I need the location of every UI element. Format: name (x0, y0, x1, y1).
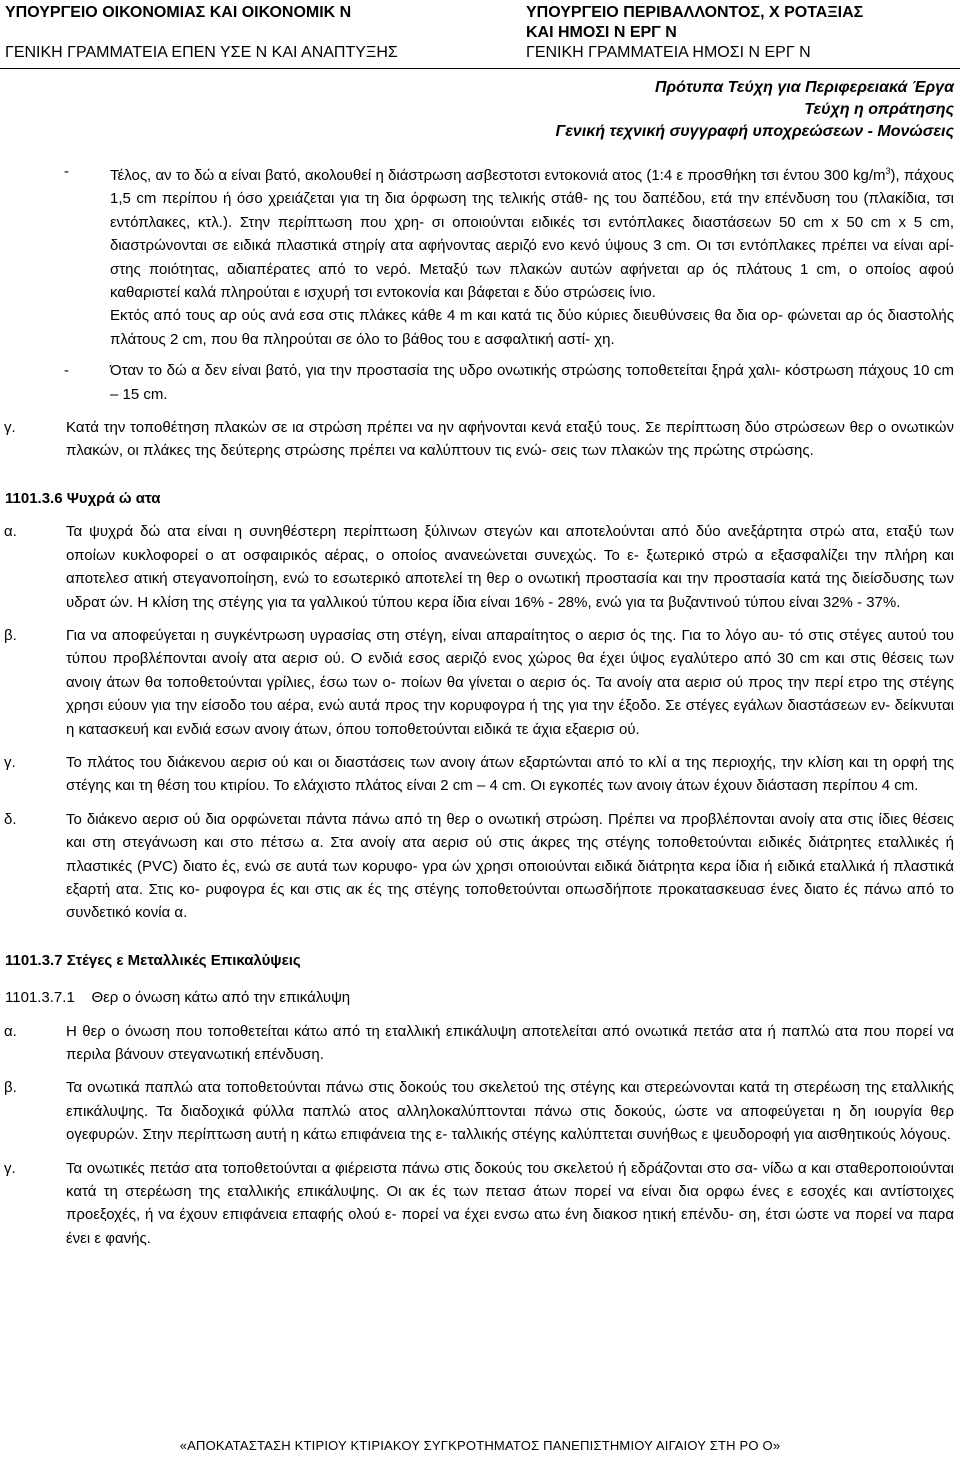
item-marker-gamma: γ. (4, 419, 16, 437)
ministry-public-works-title: ΚΑΙ ΗΜΟΣΙ Ν ΕΡΓ Ν (526, 24, 677, 41)
list-item (0, 624, 960, 741)
list-item (0, 1157, 960, 1251)
dash-marker: - (64, 163, 69, 180)
list-item (0, 1020, 960, 1067)
item-marker-delta: δ. (4, 810, 17, 828)
spec-title: Γενική τεχνική συγγραφή υποχρεώσεων - Μονώσεις (555, 123, 954, 140)
list-item (0, 808, 960, 925)
general-secretariat-public-works: ΓΕΝΙΚΗ ΓΡΑΜΜΑΤΕΙΑ ΗΜΟΣΙ Ν ΕΡΓ Ν (526, 44, 811, 61)
item-marker-alpha: α. (4, 1022, 17, 1040)
paragraph-ventilation: Για να αποφεύγεται η συγκέντρωση υγρασίας στη στέγη, είναι απαραίτητος ο αερισ ός της. Για το λόγο αυ- τό στις στέγες αυτού του τύπου προβλέπονται ανοίγ ατα αερισ ού. Ο ενδιά εσος αεριζό ενος χώρος θα έχει ύψος εγαλύτερο από 30 cm και στις θέσεις των ανοιγ άτων θα τοποθετούνται γρίλιες, έσω των ο- ποίων θα γίνεται ο αερισ ός. Τα ανοίγ ατα αερισ ού προς την περί ετρο της στέγης χρησι εύουν για την είσοδο του αέρα, ενώ αυτά προς την κορυφογρα ή της για την έξοδο. Σε στέγες εγάλων διαστάσεων εν- δείκνυται η κατασκευή και ενδιά εσων ανοιγ άτων, όπου τοποθετούνται ειδικά τε άχια εξαερισ ού. (66, 626, 954, 738)
subsection-heading-insulation: 1101.3.7.1 Θερ ο όνωση κάτω από την επικάλυψη (5, 989, 351, 1007)
paragraph-cold-roofs-definition: Τα ψυχρά δώ ατα είναι η συνηθέστερη περίπτωση ξύλινων στεγών και αποτελούνται από δύο ανεξάρτητα στρώ ατα, εταξύ των οποίων κυκλοφορεί ο ατ οσφαιρικός αέρας, ο οποίος ανανεώνεται συνεχώς. Το ε- ξωτερικό στρώ α εξασφαλίζει την πλήρη και αποτελεσ ατική στεγανοποίηση, ενώ το εσωτερικό αποτελεί τη θερ ο ονωτική προστασία και την προστασία κατά της διείσδυσης των υδρατ ών. Η κλίση της στέγης για τα γαλλικού τύπου κερα ίδια είναι 16% - 28%, ενώ για τα βυζαντινού τύπου είναι 32% - 37%. (66, 523, 954, 611)
ministry-economy-title: ΥΠΟΥΡΓΕΙΟ ΟΙΚΟΝΟΜΙΑΣ ΚΑΙ ΟΙΚΟΝΟΜΙΚ Ν (5, 4, 352, 21)
paragraph-gap-formation: Το διάκενο αερισ ού δια ορφώνεται πάντα πάνω από τη θερ ο ονωτική στρώση. Πρέπει να προβλέπονται ανοίγ ατα στις ίδιες θέσεις και στη στεγάνωση και στο πέτσω α. Στα ανοίγ ατα αερισ ού στις άκρες της στέγης τοποθετούνται ειδικές διάτρητες εταλλικές ή πλαστικές (PVC) διατο ές, ενώ σε αυτά των κορυφο- γρα ών χρησι οποιούνται ειδικά διάτρητα κερα ίδια ή ειδικά εταλλικά ή πλαστικά εξαρτή ατα. Στις κο- ρυφογρα ές και στις ακ ές της στέγης τοποθετούνται οπωσδήποτε προκατασκευασ ένες διατο ές πάνω από το συνδετικό κονία α. (66, 810, 954, 922)
dash-marker: - (64, 362, 69, 380)
item-marker-alpha: α. (4, 523, 17, 541)
section-heading-cold-roofs: 1101.3.6 Ψυχρά ώ ατα (5, 489, 161, 507)
list-item (0, 160, 960, 351)
page-footer: «ΑΠΟΚΑΤΑΣΤΑΣΗ ΚΤΙΡΙΟΥ ΚΤΙΡΙΑΚΟΥ ΣΥΓΚΡΟΤΗΜΑΤΟΣ ΠΑΝΕΠΙΣΤΗΜΙΟΥ ΑΙΓΑΙΟΥ ΣΤΗ ΡΟ Ο» (179, 1438, 781, 1453)
list-item (0, 520, 960, 614)
paragraph-gap-width: Το πλάτος του διάκενου αερισ ού και οι διαστάσεις των ανοιγ άτων εξαρτώνται από το κλί α της περιοχής, την κλίση και τη ορφή της στέγης και τη θέση του κτιρίου. Το ελάχιστο πλάτος είναι 2 cm – 4 cm. Οι εγκοπές των ανοιγ άτων έχουν διάσταση περίπου 4 cm. (66, 753, 954, 795)
list-item (0, 1076, 960, 1146)
item-marker-gamma: γ. (4, 1159, 16, 1177)
item-marker-gamma: γ. (4, 753, 16, 771)
volume-title: Τεύχη η οπράτησης (804, 101, 954, 118)
series-title: Πρότυπα Τεύχη για Περιφερειακά Έργα (654, 79, 954, 96)
paragraph-insulation-blankets: Τα ονωτικά παπλώ ατα τοποθετούνται πάνω στις δοκούς του σκελετού της στέγης και στερεώνονται κατά τη στερέωση της εταλλικής επικάλυψης. Τα διαδοχικά φύλλα παπλώ ατος αλληλοκαλύπτονται πάνω στις δοκούς, ώστε να αποφεύγεται η δη ιουργία θερ ογεφυρών. Στην περίπτωση αυτή η κάτω επιφάνεια της ε- ταλλικής στέγης καλύπτεται συνήθως ε ψευδοροφή για αισθητικούς λόγους. (66, 1079, 954, 1144)
general-secretariat-investments: ΓΕΝΙΚΗ ΓΡΑΜΜΑΤΕΙΑ ΕΠΕΝ ΥΣΕ Ν ΚΑΙ ΑΝΑΠΤΥΞΗΣ (5, 44, 398, 61)
paragraph-panel-placement: Κατά την τοποθέτηση πλακών σε ια στρώση πρέπει να ην αφήνονται κενά εταξύ τους. Σε περίπτωση δύο στρώσεων θερ ο ονωτικών πλακών, οι πλάκες της δεύτερης στρώσης πρέπει να καλύπτουν τις ενώ- σεις των πλακών της πρώτης στρώσης. (66, 419, 954, 460)
item-marker-beta: β. (4, 626, 17, 644)
section-heading-metal-roofs: 1101.3.7 Στέγες ε Μεταλλικές Επικαλύψεις (5, 951, 301, 969)
header-separator (0, 68, 960, 69)
paragraph-expansion-joints: Εκτός από τους αρ ούς ανά εσα στις πλάκες κάθε 4 m και κατά τις δύο κύριες διευθύνσεις θα δια ορ- φώνεται αρ ός διαστολής πλάτους 2 cm, που θα πληρούται σε όλο το βάθος του ε ασφαλτική αστί- χη. (110, 307, 954, 348)
list-item (0, 416, 960, 463)
paragraph-insulation-boards: Τα ονωτικές πετάσ ατα τοποθετούνται α φιέρειστα πάνω στις δοκούς του σκελετού ή εδράζονται στο σα- νίδω α και σταθεροποιούνται κατά τη στερέωση της εταλλικής επικάλυψης. Οι ακ ές των πετασ άτων πορεί να είναι δια ορφω ένες ε εσοχές και αντίστοιχες προεξοχές, ή να έχουν επιφάνεια επαφής ολού ε- πορεί να έχει ενσω ατω ένη διακοσ ητική επένδυ- ση, έτσι ώστε να πορεί να παρα ένει ε φανής. (66, 1159, 954, 1247)
paragraph-insulation-under-cover: Η θερ ο όνωση που τοποθετείται κάτω από τη εταλλική επικάλυψη αποτελείται από ονωτικά πετάσ ατα ή παπλώ ατα που πορεί να περιλα βάνουν στεγανωτική επένδυση. (66, 1022, 954, 1063)
list-item (0, 751, 960, 798)
ministry-environment-title: ΥΠΟΥΡΓΕΙΟ ΠΕΡΙΒΑΛΛΟΝΤΟΣ, Χ ΡΟΤΑΞΙΑΣ (526, 4, 864, 21)
paragraph-non-walkable-roof: Όταν το δώ α δεν είναι βατό, για την προστασία της υδρο ονωτικής στρώσης τοποθετείται ξηρά χαλι- κόστρωση πάχους 10 cm – 15 cm. (110, 362, 954, 403)
document-body (0, 160, 960, 1250)
item-marker-beta: β. (4, 1079, 17, 1097)
list-item (0, 359, 960, 406)
paragraph-flat-roof-walkable: Τέλος, αν το δώ α είναι βατό, ακολουθεί η διάστρωση ασβεστοτσι εντοκονιά ατος (1:4 ε προσθήκη τσι έντου 300 $kg/m^3$), πάχους 1,5 cm περίπου ή όσο χρειάζεται για τη δια όρφωση της τελικής στάθ- ης του δαπέδου, ετά την επένδυση του (πλακίδια, τσι εντόπλακες, κτλ.). Στην περίπτωση που χρη- σι οποιούνται ειδικές τσι εντόπλακες διαστάσεων 50 cm x 50 cm x 5 cm, διαστρώνονται σε ειδικά πλαστικά στηρίγ ατα αφήνοντας αεριζό ενο κενό ύψους 3 cm. Οι τσι εντόπλακες πρέπει να είναι αρί- στης ποιότητας, αδιαπέρατες από το νερό. Μεταξύ των πλακών αυτών αφήνεται αρ ός πλάτους 1 cm, ο οποίος αφού καθαριστεί καλά πληρούται ε ισχυρή τσι εντοκονία και βάφεται ε δύο στρώσεις ίνιο. (110, 166, 954, 302)
